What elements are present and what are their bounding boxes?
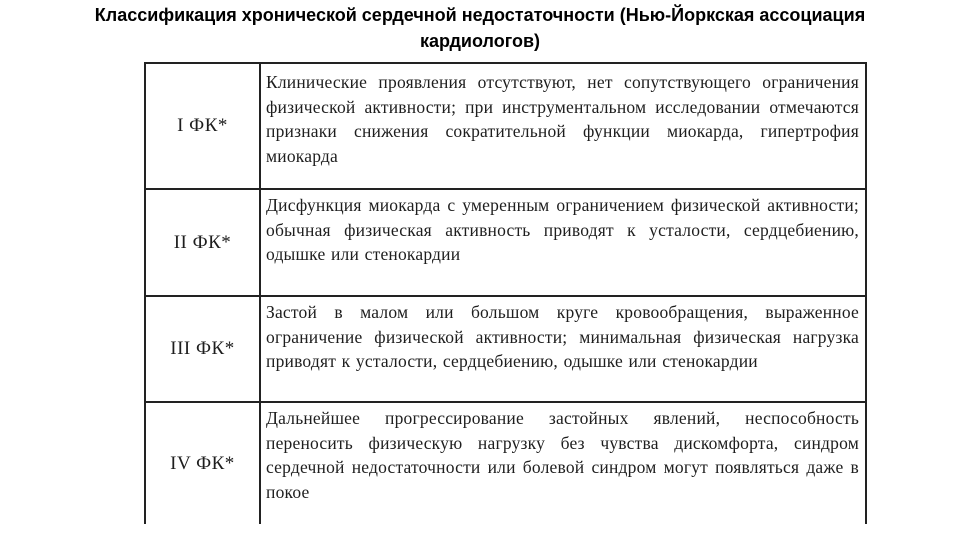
table-row [146,403,865,524]
functional-class-description: Дисфункция миокарда с умеренным ограничением физической активности; обычная физическая активность приводят к усталости, сердцебиению, одышке или стенокардии [266,195,859,264]
table-row [146,297,865,403]
classification-table [144,62,867,524]
table-row [146,190,865,297]
functional-class-label: IV ФК* [146,403,261,524]
page-title: Классификация хронической сердечной недостаточности (Нью-Йоркская ассоциация кардиологов) [94,5,866,51]
functional-class-label: III ФК* [146,297,261,401]
functional-class-description: Клинические проявления отсутствуют, нет сопутствующего ограничения физической активности; при инструментальном исследовании отмечаются признаки снижения сократительной функции миокарда, гипертрофия миокарда [266,72,859,166]
functional-class-label: I ФК* [146,64,261,188]
functional-class-description: Дальнейшее прогрессирование застойных явлений, неспособность переносить физическую нагрузку без чувства дискомфорта, синдром сердечной недостаточности или болевой синдром могут появляться даже в покое [266,408,859,502]
functional-class-description: Застой в малом или большом круге кровообращения, выраженное ограничение физической активности; минимальная физическая нагрузка приводят к усталости, сердцебиению, одышке или стенокардии [266,302,859,371]
table-row [146,64,865,190]
functional-class-label: II ФК* [146,190,261,295]
